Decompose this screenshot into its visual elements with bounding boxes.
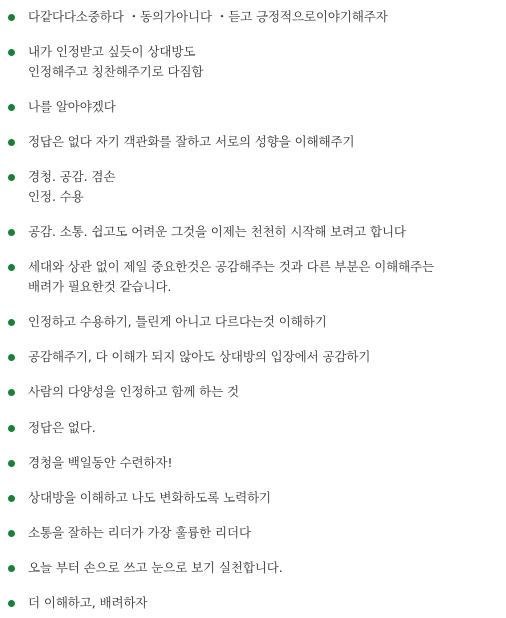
bullet-icon: [8, 319, 15, 326]
bullet-icon: [8, 139, 15, 146]
list-item-text: 공감해주기, 다 이해가 되지 않아도 상대방의 입장에서 공감하기: [28, 349, 371, 364]
list-item-text: 인정하고 수용하기, 틀린게 아니고 다르다는것 이해하기: [28, 314, 327, 329]
list-item-text: 다같다다소중하다 ・동의가아니다 ・듣고 긍정적으로이야기해주자: [28, 9, 388, 24]
list-item-text: 오늘 부터 손으로 쓰고 눈으로 보기 실천합니다.: [28, 560, 283, 575]
bullet-icon: [8, 264, 15, 271]
bullet-icon: [8, 104, 15, 111]
list-item-text: 사람의 다양성을 인정하고 함께 하는 것: [28, 384, 239, 399]
list-item-text: 소통을 잘하는 리더가 가장 훌륭한 리더다: [28, 525, 251, 540]
bullet-icon: [8, 565, 15, 572]
list-item-text: 세대와 상관 없이 제일 중요한것은 공감해주는 것과 다른 부분은 이해해주는 배려가 필요한것 같습니다.: [28, 259, 435, 294]
bullet-icon: [8, 354, 15, 361]
list-item-text: 상대방을 이해하고 나도 변화하도록 노력하기: [28, 490, 272, 505]
bullet-icon: [8, 600, 15, 607]
bullet-icon: [8, 389, 15, 396]
list-item-text: 더 이해하고, 배려하자: [28, 595, 148, 610]
bullet-icon: [8, 495, 15, 502]
bullet-icon: [8, 425, 15, 432]
list-item-text: 경청. 공감. 겸손 인정. 수용: [28, 169, 116, 204]
list-item-text: 내가 인정받고 싶듯이 상대방도 인정해주고 칭찬해주기로 다짐함: [28, 44, 204, 79]
list-item-text: 경청을 백일동안 수련하자!: [28, 455, 173, 470]
bullet-icon: [8, 14, 15, 21]
list-item-text: 정답은 없다.: [28, 420, 96, 435]
bullet-icon: [8, 229, 15, 236]
list-item-text: 정답은 없다 자기 객관화를 잘하고 서로의 성향을 이해해주기: [28, 134, 355, 149]
bullet-icon: [8, 49, 15, 56]
bullet-icon: [8, 530, 15, 537]
list-item-text: 공감. 소통. 쉽고도 어려운 그것을 이제는 천천히 시작해 보려고 합니다: [28, 224, 406, 239]
list-item-text: 나를 알아야겠다: [28, 99, 116, 114]
bullet-icon: [8, 174, 15, 181]
bullet-icon: [8, 460, 15, 467]
